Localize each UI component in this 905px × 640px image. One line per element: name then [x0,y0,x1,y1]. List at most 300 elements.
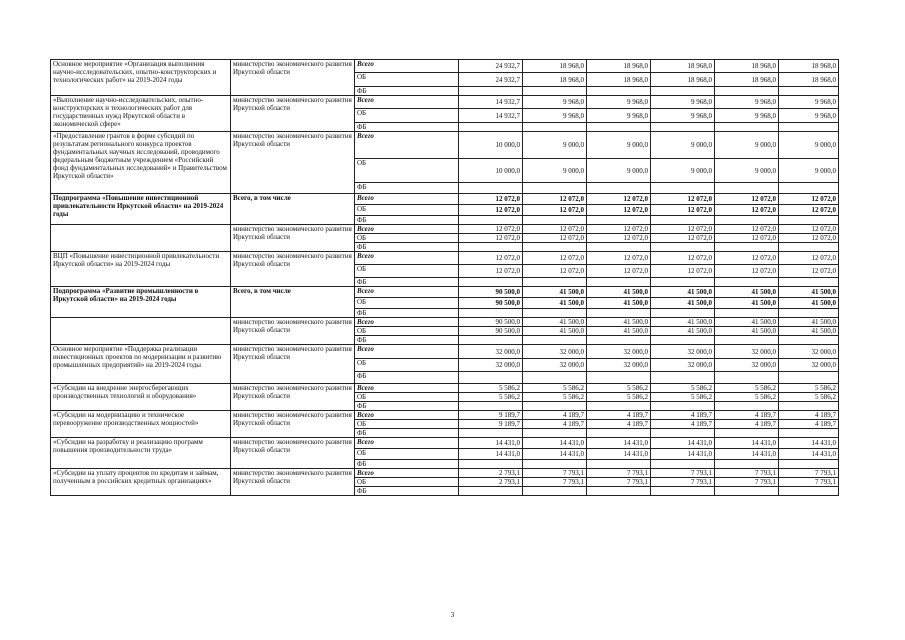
amount-cell: 12 072,0 [587,205,651,216]
amount-cell [459,123,523,132]
amount-cell [523,123,587,132]
amount-cell: 12 072,0 [523,265,587,278]
amount-cell: 14 431,0 [587,438,651,449]
amount-cell: 12 072,0 [523,194,587,205]
amount-cell: 41 500,0 [715,327,779,336]
amount-cell [779,216,839,225]
executor-cell: министерство экономического развития Иркутской области [231,469,355,496]
executor-cell: министерство экономического развития Иркутской области [231,318,355,345]
amount-cell: 18 968,0 [587,73,651,87]
funding-source-cell: ОБ [355,265,459,278]
amount-cell: 41 500,0 [651,318,715,327]
amount-cell: 41 500,0 [779,327,839,336]
funding-source-cell: ФБ [355,429,459,438]
funding-source-cell: ОБ [355,327,459,336]
amount-cell: 41 500,0 [587,298,651,309]
funding-source-cell: ФБ [355,216,459,225]
amount-cell: 12 072,0 [715,225,779,234]
amount-cell: 12 072,0 [715,194,779,205]
amount-cell: 12 072,0 [715,234,779,243]
amount-cell: 24 932,7 [459,73,523,87]
amount-cell: 9 189,7 [459,411,523,420]
amount-cell: 18 968,0 [779,60,839,73]
amount-cell: 12 072,0 [779,194,839,205]
amount-cell: 9 000,0 [523,159,587,183]
amount-cell: 9 968,0 [523,109,587,123]
amount-cell [651,336,715,345]
funding-source-cell: Всего [355,96,459,109]
amount-cell: 14 932,7 [459,96,523,109]
amount-cell [587,487,651,496]
funding-source-cell: ОБ [355,420,459,429]
table-row [51,96,839,109]
amount-cell: 18 968,0 [779,73,839,87]
amount-cell [523,87,587,96]
amount-cell: 12 072,0 [779,234,839,243]
amount-cell: 90 500,0 [459,298,523,309]
amount-cell: 7 793,1 [651,478,715,487]
amount-cell [459,402,523,411]
table-row [51,469,839,478]
amount-cell: 41 500,0 [779,318,839,327]
funding-source-cell: ОБ [355,478,459,487]
amount-cell: 12 072,0 [459,225,523,234]
funding-source-cell: Всего [355,225,459,234]
event-name-cell [51,225,231,252]
event-name-cell: ВЦП «Повышение инвестиционной привлекательности Иркутской области» на 2019-2024 годы [51,252,231,287]
amount-cell [779,372,839,384]
amount-cell: 12 072,0 [523,205,587,216]
amount-cell [459,372,523,384]
amount-cell: 14 431,0 [715,449,779,460]
amount-cell: 12 072,0 [651,265,715,278]
funding-source-cell: ФБ [355,460,459,469]
amount-cell [459,460,523,469]
amount-cell [651,309,715,318]
amount-cell [779,309,839,318]
amount-cell: 5 586,2 [459,384,523,393]
amount-cell: 18 968,0 [523,73,587,87]
amount-cell: 5 586,2 [459,393,523,402]
table-row [51,411,839,420]
amount-cell: 4 189,7 [651,411,715,420]
amount-cell [779,87,839,96]
amount-cell [651,487,715,496]
amount-cell [587,460,651,469]
amount-cell: 32 000,0 [587,345,651,359]
amount-cell [779,402,839,411]
amount-cell: 9 968,0 [715,109,779,123]
amount-cell [587,278,651,287]
amount-cell [523,243,587,252]
funding-source-cell: ОБ [355,359,459,372]
amount-cell: 4 189,7 [779,411,839,420]
executor-cell: Всего, в том числе [231,194,355,225]
amount-cell: 12 072,0 [523,252,587,265]
amount-cell [651,243,715,252]
table-row [51,438,839,449]
amount-cell: 41 500,0 [523,327,587,336]
amount-cell [779,487,839,496]
amount-cell [459,243,523,252]
amount-cell: 12 072,0 [715,265,779,278]
amount-cell: 18 968,0 [651,73,715,87]
amount-cell: 9 968,0 [715,96,779,109]
amount-cell: 7 793,1 [715,469,779,478]
funding-source-cell: ОБ [355,73,459,87]
executor-cell: министерство экономического развития Иркутской области [231,411,355,438]
executor-cell: министерство экономического развития Иркутской области [231,384,355,411]
amount-cell: 41 500,0 [651,298,715,309]
amount-cell: 41 500,0 [587,318,651,327]
amount-cell [715,429,779,438]
amount-cell: 9 968,0 [779,109,839,123]
funding-source-cell: ОБ [355,449,459,460]
event-name-cell: Подпрограмма «Повышение инвестиционной привлекательности Иркутской области» на 2019-2024 годы [51,194,231,225]
amount-cell: 12 072,0 [459,205,523,216]
funding-source-cell: ОБ [355,298,459,309]
amount-cell [715,123,779,132]
amount-cell: 32 000,0 [523,345,587,359]
executor-cell: министерство экономического развития Иркутской области [231,252,355,287]
funding-source-cell: ФБ [355,278,459,287]
event-name-cell: «Выполнение научно-исследовательских, опытно-конструкторских и технологических работ для государственных нужд Иркутской области в экономической сфере» [51,96,231,132]
amount-cell: 14 431,0 [523,449,587,460]
amount-cell: 4 189,7 [523,411,587,420]
amount-cell [523,278,587,287]
amount-cell [715,402,779,411]
amount-cell [715,309,779,318]
amount-cell: 12 072,0 [715,205,779,216]
funding-source-cell: ОБ [355,234,459,243]
amount-cell: 5 586,2 [587,393,651,402]
funding-source-cell: Всего [355,345,459,359]
amount-cell [459,336,523,345]
amount-cell: 14 431,0 [651,449,715,460]
amount-cell: 9 968,0 [651,96,715,109]
amount-cell: 12 072,0 [587,265,651,278]
amount-cell: 7 793,1 [523,478,587,487]
amount-cell [715,372,779,384]
amount-cell: 4 189,7 [587,420,651,429]
amount-cell: 9 000,0 [587,159,651,183]
amount-cell: 41 500,0 [587,287,651,298]
funding-source-cell: ФБ [355,372,459,384]
amount-cell [779,123,839,132]
amount-cell: 9 968,0 [523,96,587,109]
amount-cell [651,87,715,96]
amount-cell: 41 500,0 [715,287,779,298]
amount-cell: 9 000,0 [779,132,839,159]
amount-cell: 32 000,0 [779,345,839,359]
amount-cell [715,87,779,96]
amount-cell: 4 189,7 [715,411,779,420]
amount-cell [651,402,715,411]
amount-cell: 41 500,0 [651,327,715,336]
amount-cell: 7 793,1 [651,469,715,478]
table-row [51,132,839,159]
funding-source-cell: Всего [355,287,459,298]
funding-source-cell: ОБ [355,205,459,216]
amount-cell [715,243,779,252]
amount-cell [523,402,587,411]
funding-source-cell: Всего [355,438,459,449]
amount-cell [779,243,839,252]
amount-cell: 41 500,0 [587,327,651,336]
amount-cell: 5 586,2 [715,393,779,402]
amount-cell: 9 000,0 [651,132,715,159]
amount-cell: 32 000,0 [459,345,523,359]
amount-cell: 12 072,0 [459,252,523,265]
amount-cell: 14 431,0 [651,438,715,449]
amount-cell [523,336,587,345]
amount-cell: 2 793,1 [459,478,523,487]
event-name-cell: Основное мероприятие «Организация выполнения научно-исследовательских, опытно-конструкторских и технологических работ» на 2019-2024 годы [51,60,231,96]
executor-cell: министерство экономического развития Иркутской области [231,345,355,384]
amount-cell [459,216,523,225]
funding-source-cell: ФБ [355,123,459,132]
amount-cell: 12 072,0 [523,225,587,234]
amount-cell: 32 000,0 [523,359,587,372]
amount-cell: 41 500,0 [523,298,587,309]
executor-cell: Всего, в том числе [231,287,355,318]
funding-source-cell: Всего [355,411,459,420]
amount-cell: 5 586,2 [715,384,779,393]
amount-cell: 12 072,0 [523,234,587,243]
event-name-cell: «Субсидии на разработку и реализацию программ повышения производительности труда» [51,438,231,469]
amount-cell: 41 500,0 [523,287,587,298]
amount-cell [651,278,715,287]
executor-cell: министерство экономического развития Иркутской области [231,132,355,194]
amount-cell [651,216,715,225]
amount-cell: 5 586,2 [523,384,587,393]
table-row [51,194,839,205]
amount-cell: 32 000,0 [651,345,715,359]
amount-cell: 12 072,0 [651,194,715,205]
amount-cell: 90 500,0 [459,327,523,336]
funding-source-cell: Всего [355,469,459,478]
amount-cell: 32 000,0 [459,359,523,372]
amount-cell [523,309,587,318]
funding-source-cell: ФБ [355,87,459,96]
amount-cell [459,487,523,496]
amount-cell [651,123,715,132]
amount-cell: 4 189,7 [715,420,779,429]
amount-cell: 32 000,0 [779,359,839,372]
table-body [51,60,839,496]
amount-cell: 32 000,0 [651,359,715,372]
amount-cell [651,183,715,194]
amount-cell: 12 072,0 [779,265,839,278]
amount-cell [779,278,839,287]
funding-source-cell: Всего [355,194,459,205]
funding-source-cell: ФБ [355,336,459,345]
amount-cell [587,309,651,318]
funding-source-cell: ФБ [355,309,459,318]
amount-cell: 5 586,2 [587,384,651,393]
amount-cell: 9 968,0 [587,96,651,109]
amount-cell [715,216,779,225]
amount-cell: 32 000,0 [587,359,651,372]
page-number: 3 [450,611,455,619]
table-row [51,318,839,327]
executor-cell: министерство экономического развития Иркутской области [231,225,355,252]
amount-cell: 9 000,0 [779,159,839,183]
amount-cell: 10 000,0 [459,159,523,183]
amount-cell: 7 793,1 [779,469,839,478]
amount-cell: 9 000,0 [715,159,779,183]
amount-cell: 4 189,7 [523,420,587,429]
event-name-cell: «Субсидии на уплату процентов по кредитам и займам, полученным в российских кредитных организациях» [51,469,231,496]
amount-cell: 7 793,1 [587,469,651,478]
amount-cell: 32 000,0 [715,345,779,359]
amount-cell: 7 793,1 [523,469,587,478]
amount-cell: 10 000,0 [459,132,523,159]
amount-cell: 7 793,1 [715,478,779,487]
amount-cell: 5 586,2 [651,393,715,402]
amount-cell: 9 968,0 [651,109,715,123]
amount-cell: 12 072,0 [587,234,651,243]
amount-cell: 12 072,0 [651,205,715,216]
funding-source-cell: Всего [355,252,459,265]
amount-cell: 12 072,0 [651,252,715,265]
amount-cell: 12 072,0 [651,225,715,234]
amount-cell: 41 500,0 [715,298,779,309]
amount-cell: 12 072,0 [587,252,651,265]
executor-cell: министерство экономического развития Иркутской области [231,96,355,132]
amount-cell: 7 793,1 [587,478,651,487]
event-name-cell: «Предоставление грантов в форме субсидий по результатам регионального конкурса проектов фундаментальных научных исследований, проводимого федеральным бюджетным учреждением «Российский фонд фундаментальных исследований» и Правительством Иркутской области» [51,132,231,194]
event-name-cell: «Субсидии на модернизацию и техническое перевооружение производственных мощностей» [51,411,231,438]
amount-cell: 12 072,0 [715,252,779,265]
amount-cell [587,123,651,132]
amount-cell: 14 431,0 [459,449,523,460]
amount-cell [523,487,587,496]
funding-source-cell: ОБ [355,393,459,402]
amount-cell [587,429,651,438]
amount-cell: 12 072,0 [779,252,839,265]
event-name-cell: «Субсидии на внедрение энергосберегающих производственных технологий и оборудования» [51,384,231,411]
amount-cell: 14 431,0 [779,438,839,449]
amount-cell: 4 189,7 [779,420,839,429]
amount-cell [523,429,587,438]
amount-cell: 9 000,0 [651,159,715,183]
amount-cell: 18 968,0 [651,60,715,73]
amount-cell: 4 189,7 [587,411,651,420]
amount-cell: 32 000,0 [715,359,779,372]
amount-cell: 90 500,0 [459,318,523,327]
amount-cell [459,309,523,318]
funding-source-cell: Всего [355,384,459,393]
amount-cell: 14 431,0 [523,438,587,449]
event-name-cell: Подпрограмма «Развитие промышленности в Иркутской области» на 2019-2024 годы [51,287,231,318]
table-row [51,345,839,359]
amount-cell: 41 500,0 [523,318,587,327]
amount-cell: 9 000,0 [523,132,587,159]
amount-cell [523,183,587,194]
amount-cell [651,372,715,384]
amount-cell [587,372,651,384]
funding-source-cell: ОБ [355,109,459,123]
amount-cell: 14 431,0 [779,449,839,460]
amount-cell: 14 431,0 [587,449,651,460]
amount-cell [523,216,587,225]
amount-cell [459,278,523,287]
amount-cell: 18 968,0 [523,60,587,73]
amount-cell: 12 072,0 [587,194,651,205]
amount-cell: 4 189,7 [651,420,715,429]
amount-cell [459,87,523,96]
amount-cell [459,429,523,438]
funding-source-cell: Всего [355,132,459,159]
amount-cell: 41 500,0 [779,287,839,298]
amount-cell [651,460,715,469]
amount-cell: 14 932,7 [459,109,523,123]
executor-cell: министерство экономического развития Иркутской области [231,60,355,96]
funding-source-cell: Всего [355,318,459,327]
amount-cell [523,460,587,469]
table-row [51,60,839,73]
amount-cell: 24 932,7 [459,60,523,73]
amount-cell [587,243,651,252]
amount-cell [715,183,779,194]
amount-cell: 41 500,0 [715,318,779,327]
amount-cell: 9 189,7 [459,420,523,429]
funding-source-cell: Всего [355,60,459,73]
amount-cell [587,216,651,225]
amount-cell [651,429,715,438]
amount-cell: 5 586,2 [523,393,587,402]
amount-cell: 18 968,0 [715,60,779,73]
amount-cell [779,183,839,194]
funding-source-cell: ФБ [355,487,459,496]
amount-cell: 14 431,0 [715,438,779,449]
amount-cell: 12 072,0 [459,194,523,205]
amount-cell [715,460,779,469]
amount-cell: 41 500,0 [651,287,715,298]
funding-source-cell: ФБ [355,402,459,411]
amount-cell: 2 793,1 [459,469,523,478]
amount-cell: 12 072,0 [459,265,523,278]
amount-cell: 9 968,0 [587,109,651,123]
amount-cell [587,87,651,96]
event-name-cell [51,318,231,345]
amount-cell: 18 968,0 [587,60,651,73]
amount-cell: 5 586,2 [779,384,839,393]
amount-cell: 9 968,0 [779,96,839,109]
event-name-cell: Основное мероприятие «Поддержка реализации инвестиционных проектов по модернизации и развитию промышленных предприятий» на 2019-2024 годы [51,345,231,384]
amount-cell: 41 500,0 [779,298,839,309]
funding-source-cell: ОБ [355,159,459,183]
amount-cell: 9 000,0 [587,132,651,159]
amount-cell [587,336,651,345]
amount-cell [779,429,839,438]
amount-cell [715,487,779,496]
funding-source-cell: ФБ [355,183,459,194]
amount-cell: 90 500,0 [459,287,523,298]
amount-cell: 12 072,0 [587,225,651,234]
amount-cell [587,183,651,194]
amount-cell: 9 000,0 [715,132,779,159]
amount-cell: 14 431,0 [459,438,523,449]
amount-cell: 18 968,0 [715,73,779,87]
amount-cell: 12 072,0 [779,205,839,216]
amount-cell: 5 586,2 [651,384,715,393]
table-row [51,287,839,298]
amount-cell [779,336,839,345]
table-row [51,252,839,265]
table-row [51,384,839,393]
